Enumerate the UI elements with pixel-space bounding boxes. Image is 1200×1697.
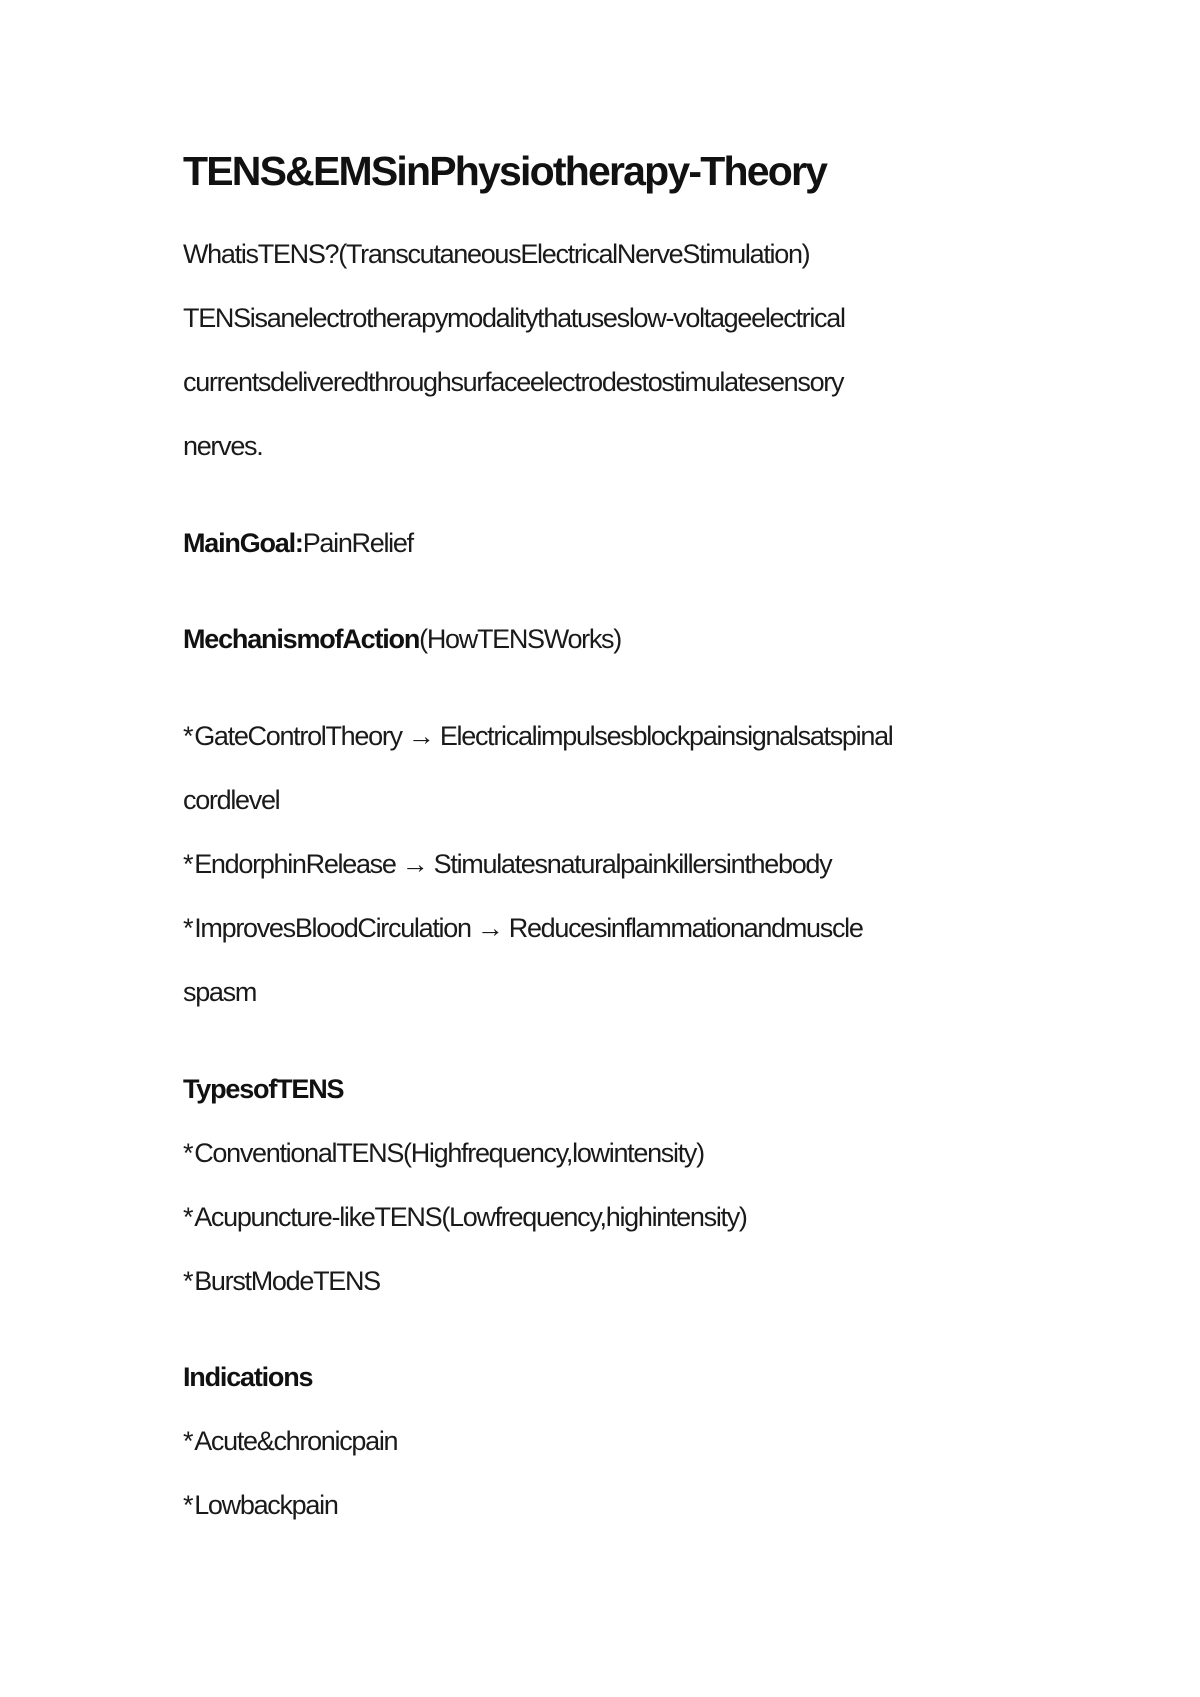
- bullet-star-icon: *: [183, 1138, 193, 1168]
- mechanism-bullet-3-continuation: spasm: [183, 977, 257, 1007]
- mechanism-heading-line: [183, 622, 621, 656]
- intro-paragraph-line-2: currentsdeliveredthroughsurfaceelectrodestostimulatesensory: [183, 367, 844, 397]
- types-bullet-3: [183, 1264, 380, 1298]
- types-item-text: Acupuncture-likeTENS(Lowfrequency,highintensity): [194, 1202, 747, 1232]
- bullet-star-icon: *: [183, 1202, 193, 1232]
- main-goal-line: [183, 526, 413, 560]
- mechanism-bullet-3: [183, 911, 863, 945]
- indications-bullet-2: [183, 1488, 338, 1522]
- mechanism-item-text: GateControlTheory → Electricalimpulsesblockpainsignalsatspinal: [194, 721, 893, 751]
- main-goal-value: PainRelief: [302, 528, 413, 558]
- types-bullet-2: [183, 1200, 747, 1234]
- bullet-star-icon: *: [183, 1266, 193, 1296]
- intro-paragraph-line-3: nerves.: [183, 431, 263, 461]
- mechanism-bullet-1-continuation: cordlevel: [183, 785, 280, 815]
- types-heading: TypesofTENS: [183, 1074, 344, 1104]
- intro-paragraph-line-1: TENSisanelectrotherapymodalitythatuseslow-voltageelectrical: [183, 303, 845, 333]
- bullet-star-icon: *: [183, 1490, 193, 1520]
- bullet-star-icon: *: [183, 1426, 193, 1456]
- mechanism-item-text: ImprovesBloodCirculation → Reducesinflammationandmuscle: [194, 913, 863, 943]
- mechanism-item-text: EndorphinRelease → Stimulatesnaturalpainkillersinthebody: [194, 849, 832, 879]
- main-goal-label: MainGoal:: [183, 528, 303, 558]
- types-item-text: BurstModeTENS: [194, 1266, 380, 1296]
- bullet-star-icon: *: [183, 849, 193, 879]
- intro-question: WhatisTENS?(TranscutaneousElectricalNerveStimulation): [183, 239, 810, 269]
- mechanism-heading-suffix: (HowTENSWorks): [419, 624, 621, 654]
- mechanism-bullet-2: [183, 847, 831, 881]
- indications-bullet-1: [183, 1424, 397, 1458]
- indications-heading: Indications: [183, 1362, 313, 1392]
- bullet-star-icon: *: [183, 913, 193, 943]
- mechanism-heading: MechanismofAction: [183, 624, 420, 654]
- types-item-text: ConventionalTENS(Highfrequency,lowintensity): [194, 1138, 704, 1168]
- indications-item-text: Acute&chronicpain: [194, 1426, 398, 1456]
- bullet-star-icon: *: [183, 721, 193, 751]
- document-title: TENS&EMSinPhysiotherapy-Theory: [183, 148, 827, 194]
- mechanism-bullet-1: [183, 719, 892, 753]
- indications-item-text: Lowbackpain: [194, 1490, 338, 1520]
- types-bullet-1: [183, 1136, 704, 1170]
